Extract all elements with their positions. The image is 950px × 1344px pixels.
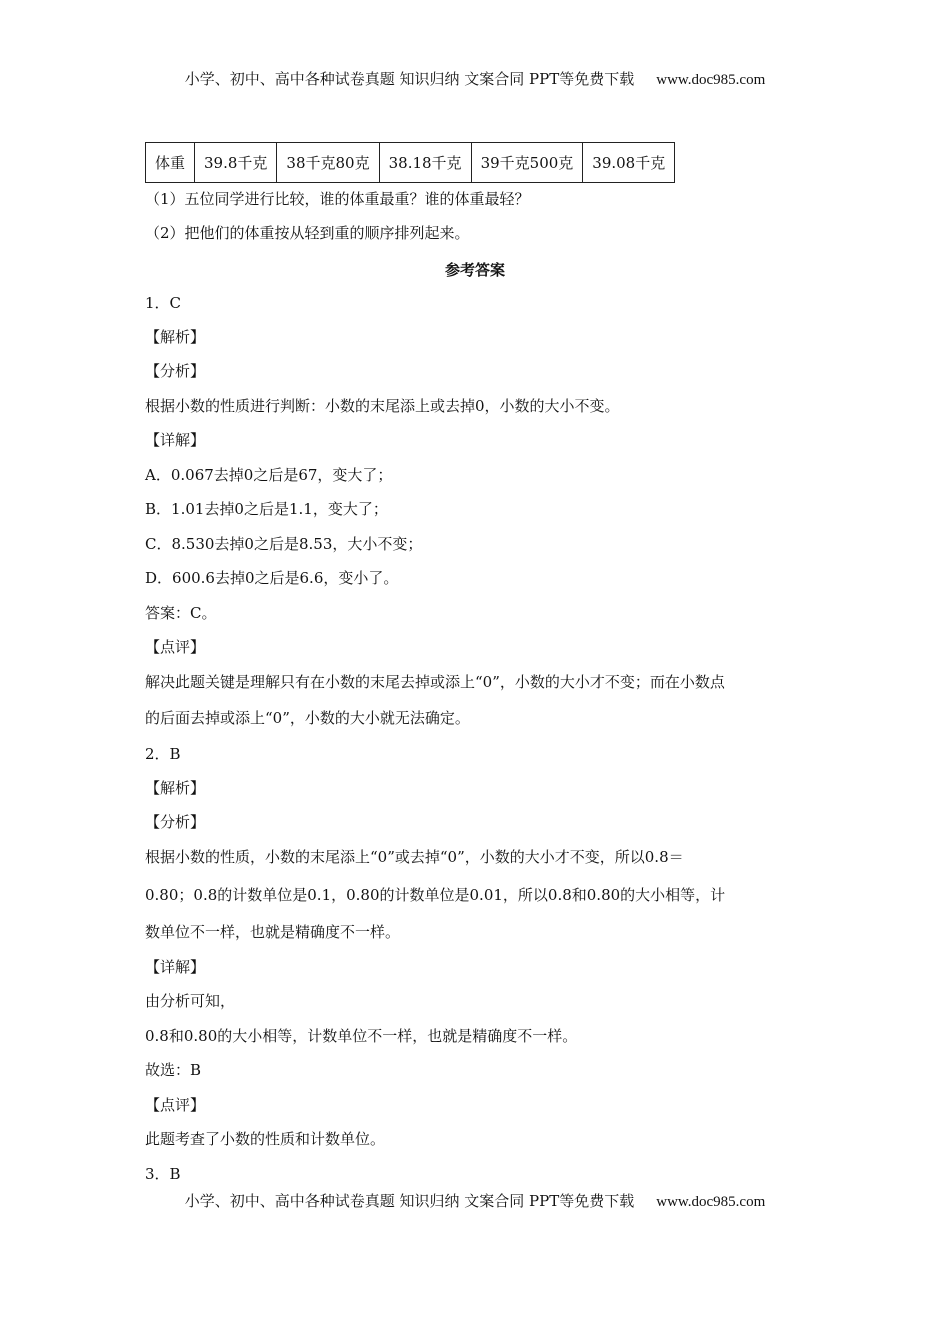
answer-number: 1．C <box>145 294 182 312</box>
footer-text: 小学、初中、高中各种试卷真题 知识归纳 文案合同 PPT等免费下载 <box>184 1192 635 1210</box>
section-label: 【解析】 <box>145 328 206 346</box>
table-cell: 38.18千克 <box>379 143 471 183</box>
table-cell: 39.08千克 <box>583 143 675 183</box>
answer-number: 3．B <box>145 1165 181 1183</box>
section-label: 【分析】 <box>145 813 206 831</box>
question-1: （1）五位同学进行比较，谁的体重最重？谁的体重最轻？ <box>145 190 530 208</box>
body-text: B．1.01去掉0之后是1.1，变大了； <box>145 500 388 518</box>
question-2: （2）把他们的体重按从轻到重的顺序排列起来。 <box>145 224 470 242</box>
answers-title: 参考答案 <box>444 261 505 279</box>
body-text: 数单位不一样，也就是精确度不一样。 <box>145 923 401 941</box>
body-text: 解决此题关键是理解只有在小数的末尾去掉或添上“0”，小数的大小才不变；而在小数点 <box>145 673 725 691</box>
section-label: 【分析】 <box>145 362 206 380</box>
body-text: 由分析可知， <box>145 992 236 1010</box>
footer-site-link[interactable]: www.doc985.com <box>656 1194 766 1210</box>
weight-table <box>145 142 675 183</box>
body-text: 的后面去掉或添上“0”，小数的大小就无法确定。 <box>145 709 470 727</box>
table-row-label: 体重 <box>146 143 195 183</box>
body-text: 答案：C。 <box>145 604 217 622</box>
body-text: 根据小数的性质进行判断：小数的末尾添上或去掉0，小数的大小不变。 <box>145 397 620 415</box>
page-footer <box>0 1190 950 1211</box>
body-text: 0.80；0.8的计数单位是0.1，0.80的计数单位是0.01，所以0.8和0.80的大小相等，计 <box>145 886 726 904</box>
header-site-link[interactable]: www.doc985.com <box>656 72 766 88</box>
page-header <box>0 68 950 89</box>
table-cell: 39千克500克 <box>471 143 583 183</box>
table-cell: 39.8千克 <box>195 143 277 183</box>
body-text: 根据小数的性质，小数的末尾添上“0”或去掉“0”，小数的大小才不变，所以0.8＝ <box>145 848 684 866</box>
answer-number: 2．B <box>145 745 181 763</box>
body-text: A．0.067去掉0之后是67，变大了； <box>145 466 393 484</box>
body-text: 故选：B <box>145 1061 202 1079</box>
section-label: 【详解】 <box>145 958 206 976</box>
body-text: C．8.530去掉0之后是8.53，大小不变； <box>145 535 423 553</box>
table-cell: 38千克80克 <box>277 143 379 183</box>
section-label: 【详解】 <box>145 431 206 449</box>
section-label: 【点评】 <box>145 638 206 656</box>
table-row <box>146 143 675 183</box>
header-text: 小学、初中、高中各种试卷真题 知识归纳 文案合同 PPT等免费下载 <box>184 70 635 88</box>
body-text: D．600.6去掉0之后是6.6，变小了。 <box>145 569 399 587</box>
body-text: 此题考查了小数的性质和计数单位。 <box>145 1130 386 1148</box>
body-text: 0.8和0.80的大小相等，计数单位不一样，也就是精确度不一样。 <box>145 1027 578 1045</box>
section-label: 【点评】 <box>145 1096 206 1114</box>
section-label: 【解析】 <box>145 779 206 797</box>
